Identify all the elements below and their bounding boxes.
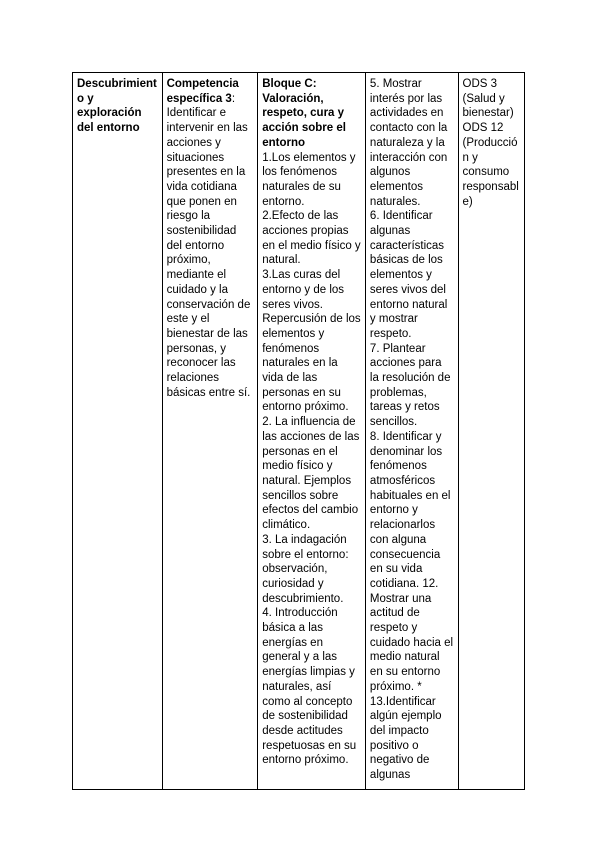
ods-item: ODS 3 (Salud y bienestar) <box>462 78 514 120</box>
ods-cell <box>458 73 524 790</box>
block-item: 2.Efecto de las acciones propias en el medio físico y natural. <box>262 210 361 267</box>
block-cell <box>258 73 366 790</box>
ods-item: ODS 12 (Producción y consumo responsable) <box>462 122 519 208</box>
competence-heading: Competencia específica 3 <box>166 78 239 105</box>
competence-cell <box>162 73 258 790</box>
area-cell <box>73 73 163 790</box>
curriculum-table <box>72 72 525 790</box>
block-item: 3.Las curas del entorno y de los seres vivos. Repercusión de los elementos y fenómenos naturales en la vida de las personas en su entorno próximo. <box>262 269 361 414</box>
table-row <box>73 73 525 790</box>
competence-text: Identificar e intervenir en las acciones y situaciones presentes en la vida cotidiana que ponen en riesgo la sostenibilidad del entorno próximo, mediante el cuidado y la conservación de este y el bienestar de las personas, y reconocer las relaciones básicas entre sí. <box>166 107 251 399</box>
criteria-item: 7. Plantear acciones para la resolución de problemas, tareas y retos sencillos. <box>369 342 451 429</box>
block-item: 1.Los elementos y los fenómenos naturales de su entorno. <box>262 151 356 208</box>
criteria-item: 5. Mostrar interés por las actividades en contacto con la naturaleza y la interacción con algunos elementos naturales. <box>369 78 448 208</box>
block-heading: Bloque C: Valoración, respeto, cura y acción sobre el entorno <box>262 78 346 149</box>
block-item: 3. La indagación sobre el entorno: observación, curiosidad y descubrimiento. <box>262 533 349 605</box>
criteria-item: 8. Identificar y denominar los fenómenos atmosféricos habituales en el entorno y relacionarlos con alguna consecuencia en su vida cotidiana. 12. Mostrar una actitud de respeto y cuidado hacia el medio natural en su entorno próximo. * 13.Identificar algún ejemplo del impacto positivo o negativo de algunas <box>369 430 454 782</box>
competence-heading-suffix: : <box>231 92 236 105</box>
area-heading: Descubrimiento y exploración del entorno <box>77 78 157 135</box>
criteria-item: 6. Identificar algunas características básicas de los elementos y seres vivos del entorno natural y mostrar respeto. <box>369 210 448 340</box>
criteria-cell <box>365 73 458 790</box>
block-item: 2. La influencia de las acciones de las personas en el medio físico y natural. Ejemplos sencillos sobre efectos del cambio climático. <box>262 416 360 532</box>
block-item: 4. Introducción básica a las energías en general y a las energías limpias y naturales, así como al concepto de sostenibilidad desde actitudes respetuosas en su entorno próximo. <box>262 607 357 767</box>
